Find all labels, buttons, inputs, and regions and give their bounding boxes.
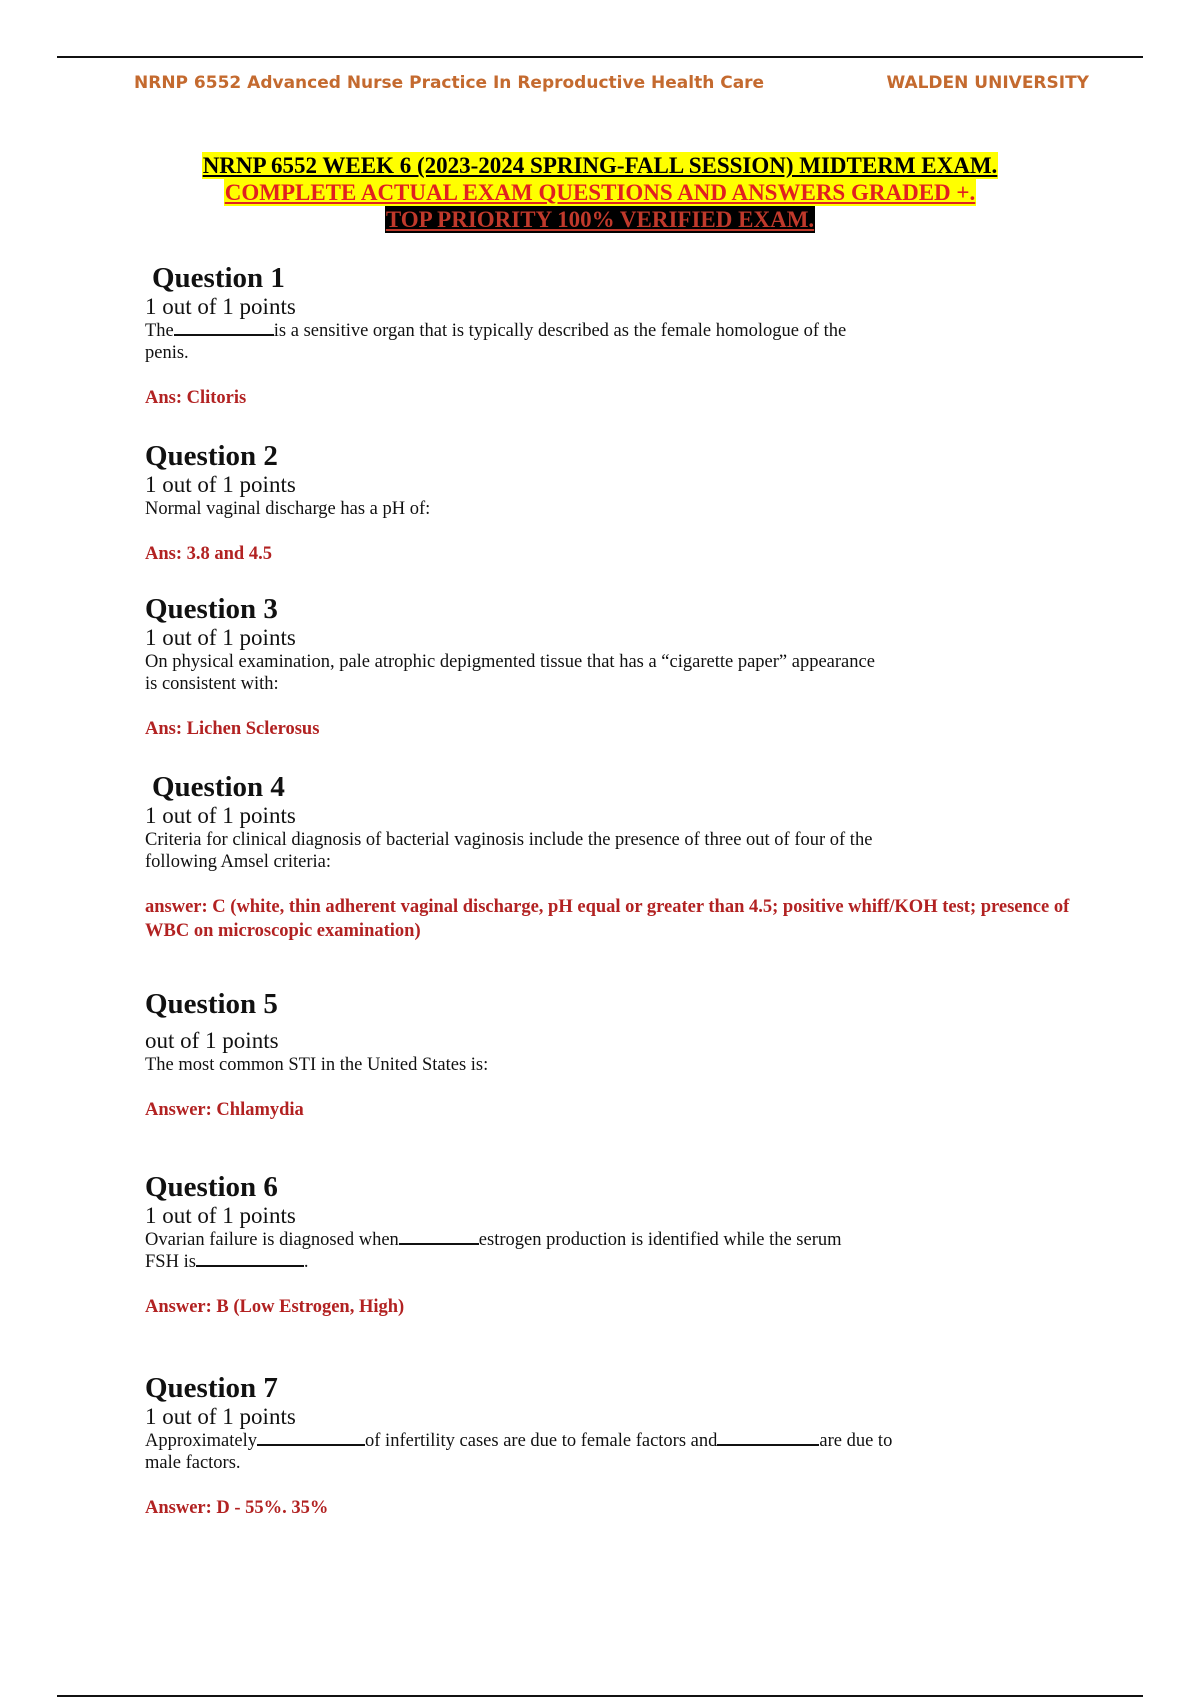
question-heading: Question 3 xyxy=(145,593,278,625)
question-answer: Ans: 3.8 and 4.5 xyxy=(145,544,272,564)
question-4 xyxy=(145,771,1075,943)
question-answer: Ans: Lichen Sclerosus xyxy=(145,719,320,739)
question-2 xyxy=(145,440,1075,566)
answer-blank xyxy=(196,1251,304,1267)
answer-blank xyxy=(399,1229,479,1245)
question-text: The is a sensitive organ that is typically described as the female homologue of the penis. xyxy=(145,321,847,363)
question-text: On physical examination, pale atrophic depigmented tissue that has a “cigarette paper” appearance is consistent with: xyxy=(145,652,875,694)
course-title: NRNP 6552 Advanced Nurse Practice In Reproductive Health Care xyxy=(134,73,765,93)
top-rule xyxy=(57,56,1143,58)
title-line-1: NRNP 6552 WEEK 6 (2023-2024 SPRING-FALL SESSION) MIDTERM EXAM. xyxy=(202,153,998,178)
question-1 xyxy=(145,262,1075,410)
question-6 xyxy=(145,1171,1075,1319)
answer-blank xyxy=(717,1430,819,1446)
question-text: Criteria for clinical diagnosis of bacterial vaginosis include the presence of three out of four of the following Amsel criteria: xyxy=(145,830,873,872)
question-text: Ovarian failure is diagnosed when estrogen production is identified while the serum FSH is . xyxy=(145,1230,842,1272)
question-points: 1 out of 1 points xyxy=(145,472,296,497)
question-points: 1 out of 1 points xyxy=(145,294,296,319)
question-points: 1 out of 1 points xyxy=(145,1404,296,1429)
question-text: Approximately of infertility cases are due to female factors and are due to male factors. xyxy=(145,1431,893,1473)
question-points: 1 out of 1 points xyxy=(145,1203,296,1228)
answer-blank xyxy=(257,1430,365,1446)
question-7 xyxy=(145,1372,1075,1520)
title-line-2: COMPLETE ACTUAL EXAM QUESTIONS AND ANSWERS GRADED +. xyxy=(224,180,976,205)
question-heading: Question 2 xyxy=(145,440,278,472)
answer-blank xyxy=(174,320,274,336)
university-name: WALDEN UNIVERSITY xyxy=(886,73,1089,93)
page-header xyxy=(134,73,1089,99)
question-text: Normal vaginal discharge has a pH of: xyxy=(145,499,431,519)
question-heading: Question 7 xyxy=(145,1372,278,1404)
question-heading: Question 4 xyxy=(152,771,285,803)
question-points: 1 out of 1 points xyxy=(145,625,296,650)
question-heading: Question 6 xyxy=(145,1171,278,1203)
question-answer: Ans: Clitoris xyxy=(145,388,247,408)
question-answer: Answer: Chlamydia xyxy=(145,1100,304,1120)
question-points: 1 out of 1 points xyxy=(145,803,296,828)
exam-title xyxy=(0,152,1200,233)
question-points: out of 1 points xyxy=(145,1028,279,1053)
question-answer: answer: C (white, thin adherent vaginal discharge, pH equal or greater than 4.5; positive whiff/KOH test; presence of WBC on microscopic examination) xyxy=(145,897,1070,941)
bottom-rule xyxy=(57,1695,1143,1697)
question-answer: Answer: D - 55%. 35% xyxy=(145,1498,329,1518)
question-answer: Answer: B (Low Estrogen, High) xyxy=(145,1297,405,1317)
question-text: The most common STI in the United States is: xyxy=(145,1055,489,1075)
question-5 xyxy=(145,988,1075,1122)
question-heading: Question 5 xyxy=(145,988,278,1020)
title-line-3: TOP PRIORITY 100% VERIFIED EXAM. xyxy=(385,207,815,232)
question-heading: Question 1 xyxy=(152,262,285,294)
question-3 xyxy=(145,593,1075,741)
